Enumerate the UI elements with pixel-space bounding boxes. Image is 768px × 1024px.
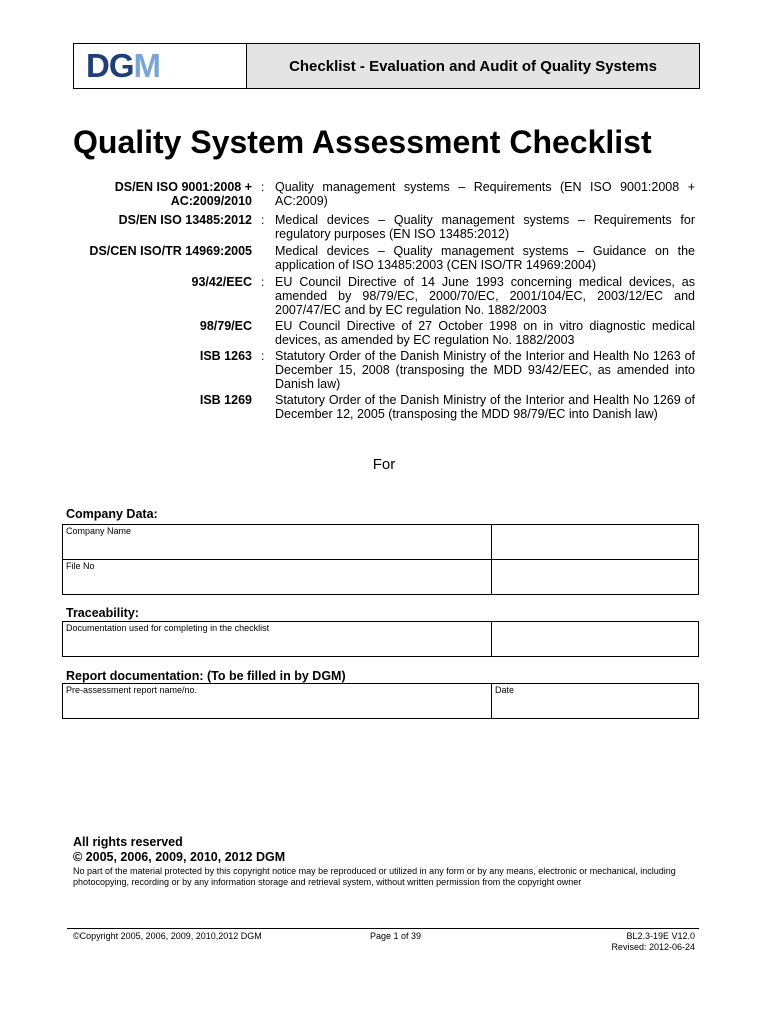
company-name-field[interactable] [492,525,699,560]
dgm-logo: DGM [86,47,160,84]
logo-cell [74,44,247,88]
document-header [73,43,700,89]
page-title: Quality System Assessment Checklist [73,124,652,160]
standard-separator: : [261,213,265,227]
company-name-label: Company Name [63,525,492,560]
standard-separator: : [261,349,265,363]
standard-code: ISB 1269 [199,393,252,407]
table-row [63,684,699,719]
copyright-notice: No part of the material protected by this copyright notice may be reproduced or utilized in any form or by any means, electronic or mechanical, including photocopying, recording or by any information storage and retrieval system, without written permission from the copyright owner [73,866,676,887]
standard-code: AC:2009/2010 [170,194,252,208]
report-name-field[interactable]: Pre-assessment report name/no. [63,684,492,719]
standard-description: Medical devices – Quality management systems – Guidance on the application of ISO 13485:2003 (CEN ISO/TR 14969:2004) [275,244,695,272]
table-row [63,525,699,560]
report-documentation-heading: Report documentation: (To be filled in by DGM) [66,669,346,683]
documentation-field[interactable] [492,622,699,657]
traceability-heading: Traceability: [66,606,139,620]
standard-description: Statutory Order of the Danish Ministry of the Interior and Health No 1263 of December 15, 2008 (transposing the MDD 93/42/EEC, as amended into Danish law) [275,349,695,391]
standard-code: 98/79/EC [199,319,252,333]
standard-description: EU Council Directive of 14 June 1993 concerning medical devices, as amended by 98/79/EC, 2000/70/EC, 2001/104/EC, 2003/12/EC and 2007/47/EC and by EC regulation No. 1882/2003 [275,275,695,317]
documentation-label: Documentation used for completing in the checklist [63,622,492,657]
standard-description: Quality management systems – Requirements (EN ISO 9001:2008 + AC:2009) [275,180,695,208]
standard-separator: : [261,180,265,194]
standard-code: DS/CEN ISO/TR 14969:2005 [89,244,252,258]
company-data-table [62,524,699,595]
standard-code: DS/EN ISO 13485:2012 [118,213,252,227]
standard-separator: : [261,275,265,289]
standard-code: 93/42/EEC [191,275,252,289]
header-title: Checklist - Evaluation and Audit of Quality Systems [289,57,657,75]
header-title-cell [247,44,699,88]
for-label: For [372,456,396,473]
footer-copyright: ©Copyright 2005, 2006, 2009, 2010,2012 DGM [73,931,262,941]
table-row [63,560,699,595]
footer-doc-id: BL2.3-19E V12.0 [626,931,695,941]
file-no-field[interactable] [492,560,699,595]
file-no-label: File No [63,560,492,595]
copyright-years: © 2005, 2006, 2009, 2010, 2012 DGM [73,850,286,864]
standard-description: Medical devices – Quality management systems – Requirements for regulatory purposes (EN ISO 13485:2012) [275,213,695,241]
table-row [63,622,699,657]
standard-description: Statutory Order of the Danish Ministry of the Interior and Health No 1269 of December 12, 2005 (transposing the MDD 98/79/EC into Danish law) [275,393,695,421]
standard-code: ISB 1263 [199,349,252,363]
company-data-heading: Company Data: [66,507,158,521]
rights-notice [73,835,703,888]
standard-description: EU Council Directive of 27 October 1998 on in vitro diagnostic medical devices, as amended by EC regulation No. 1882/2003 [275,319,695,347]
footer-revised: Revised: 2012-06-24 [611,942,695,952]
report-documentation-table [62,683,699,719]
date-field[interactable]: Date [492,684,699,719]
standard-code: DS/EN ISO 9001:2008 + [114,180,252,194]
rights-reserved: All rights reserved [73,835,183,849]
footer-page-number: Page 1 of 39 [370,931,422,941]
footer-divider [67,928,699,929]
traceability-table [62,621,699,657]
